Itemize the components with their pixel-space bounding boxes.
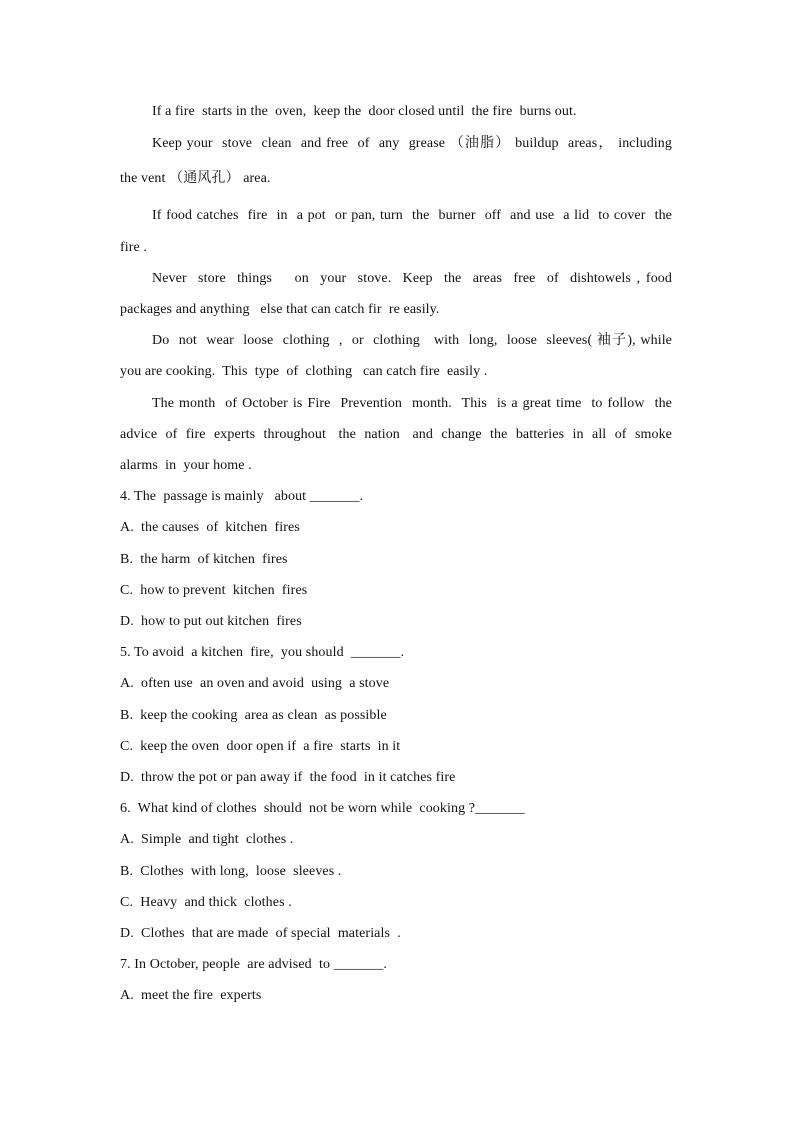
answer-option: B. keep the cooking area as clean as possible (120, 708, 387, 723)
passage-line: the vent （通风孔） area. (120, 171, 271, 186)
answer-option: A. the causes of kitchen fires (120, 520, 300, 535)
passage-line: If food catches fire in a pot or pan, turn the burner off and use a lid to cover the (152, 208, 672, 223)
passage-line: The month of October is Fire Prevention month. This is a great time to follow the (152, 396, 672, 411)
question-stem: 7. In October, people are advised to _______. (120, 957, 387, 972)
answer-option: D. how to put out kitchen fires (120, 614, 302, 629)
passage-line: fire . (120, 240, 148, 255)
question-stem: 5. To avoid a kitchen fire, you should _______. (120, 645, 405, 660)
answer-option: A. often use an oven and avoid using a stove (120, 676, 390, 691)
passage-line: advice of fire experts throughout the nation and change the batteries in all of smoke (120, 427, 672, 442)
answer-option: B. Clothes with long, loose sleeves . (120, 864, 342, 879)
answer-option: B. the harm of kitchen fires (120, 552, 288, 567)
passage-line: you are cooking. This type of clothing can catch fire easily . (120, 364, 488, 379)
passage-line: Never store things on your stove. Keep the areas free of dishtowels , food (152, 271, 672, 286)
answer-option: C. Heavy and thick clothes . (120, 895, 292, 910)
passage-line: packages and anything else that can catch fir re easily. (120, 302, 440, 317)
passage-line: Keep your stove clean and free of any grease （油脂） buildup areas， including (152, 136, 672, 151)
answer-option: C. keep the oven door open if a fire starts in it (120, 739, 401, 754)
answer-option: D. Clothes that are made of special materials . (120, 926, 401, 941)
question-stem: 4. The passage is mainly about _______. (120, 489, 364, 504)
passage-line: If a fire starts in the oven, keep the door closed until the fire burns out. (152, 104, 577, 119)
passage-line: Do not wear loose clothing , or clothing with long, loose sleeves( 袖子), while (152, 333, 672, 348)
answer-option: A. meet the fire experts (120, 988, 262, 1003)
question-stem: 6. What kind of clothes should not be worn while cooking ?_______ (120, 801, 525, 816)
answer-option: C. how to prevent kitchen fires (120, 583, 308, 598)
answer-option: A. Simple and tight clothes . (120, 832, 294, 847)
answer-option: D. throw the pot or pan away if the food in it catches fire (120, 770, 456, 785)
passage-line: alarms in your home . (120, 458, 252, 473)
